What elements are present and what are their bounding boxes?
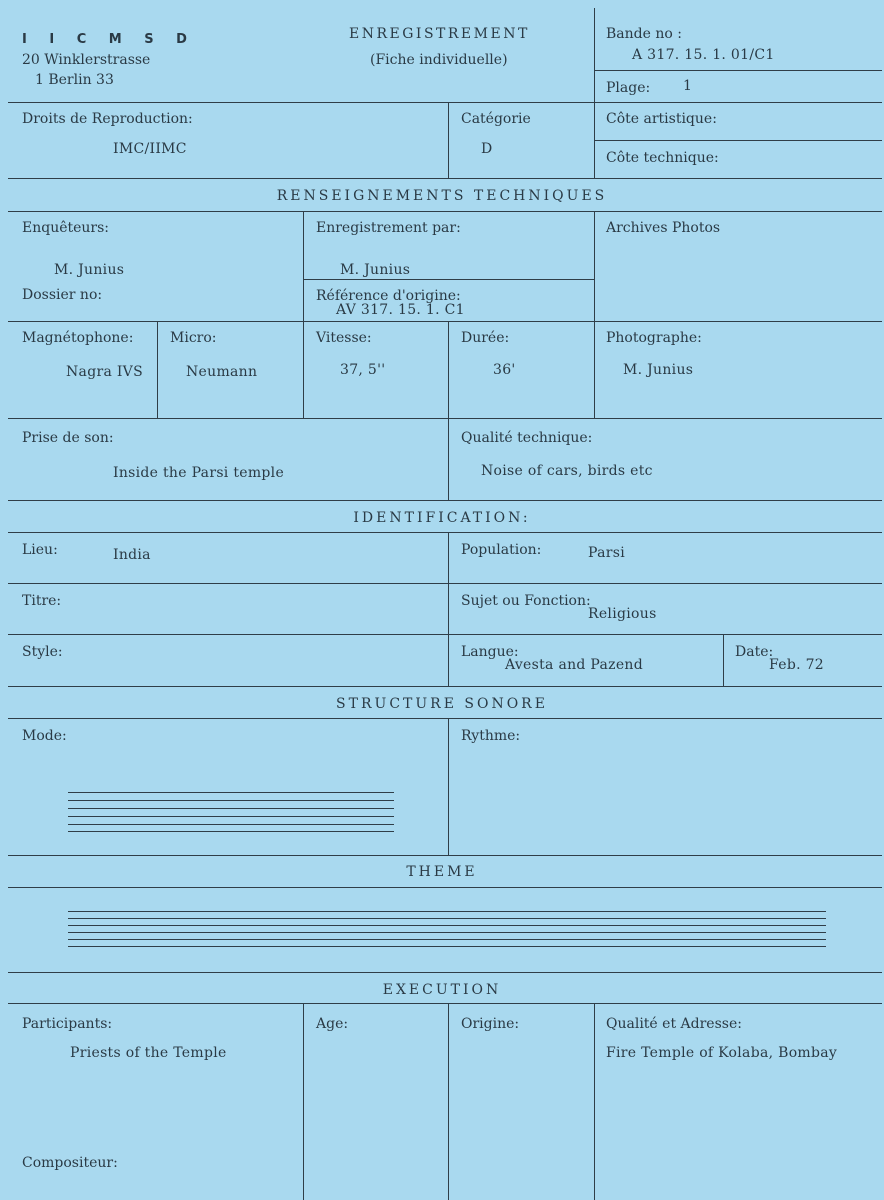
- form-subtitle: (Fiche individuelle): [370, 52, 508, 68]
- rule-ident-title-bottom: [8, 532, 882, 533]
- bande-value: A 317. 15. 1. 01/C1: [632, 47, 775, 63]
- org-logo: I I C M S D: [22, 32, 196, 47]
- vrule-ident-middle: [448, 532, 449, 686]
- reference-value: AV 317. 15. 1. C1: [336, 302, 465, 318]
- rule-reference-top: [303, 279, 594, 280]
- duree-value: 36': [493, 362, 516, 378]
- vrule-rythme-left: [448, 718, 449, 855]
- origine-label: Origine:: [461, 1016, 520, 1032]
- rule-lieu-bottom: [8, 583, 882, 584]
- micro-label: Micro:: [170, 330, 217, 346]
- address-line1: 20 Winklerstrasse: [22, 52, 151, 68]
- droits-value: IMC/IIMC: [113, 141, 187, 157]
- vitesse-label: Vitesse:: [316, 330, 372, 346]
- rule-tech-title-bottom: [8, 211, 882, 212]
- photographe-value: M. Junius: [623, 362, 694, 378]
- rythme-label: Rythme:: [461, 728, 521, 744]
- qualite-technique-label: Qualité technique:: [461, 430, 593, 446]
- lieu-label: Lieu:: [22, 542, 58, 558]
- archives-photos-label: Archives Photos: [606, 220, 721, 236]
- rule-style-bottom: [8, 686, 882, 687]
- reference-label: Référence d'origine:: [316, 288, 461, 304]
- theme-section-title: THEME: [406, 864, 478, 880]
- mode-label: Mode:: [22, 728, 67, 744]
- vrule-micro-left: [157, 321, 158, 418]
- vrule-date-left: [723, 634, 724, 686]
- vrule-tech-col2: [303, 211, 304, 418]
- duree-label: Durée:: [461, 330, 510, 346]
- address-line2: 1 Berlin 33: [35, 72, 114, 88]
- enqueteurs-label: Enquêteurs:: [22, 220, 110, 236]
- dossier-label: Dossier no:: [22, 287, 103, 303]
- rule-rights-bottom: [8, 178, 882, 179]
- rule-structure-bottom: [8, 855, 882, 856]
- date-label: Date:: [735, 644, 774, 660]
- langue-value: Avesta and Pazend: [505, 657, 643, 673]
- categorie-value: D: [481, 141, 493, 157]
- rule-titre-bottom: [8, 634, 882, 635]
- plage-value: 1: [683, 78, 693, 94]
- vrule-tech-col4: [594, 211, 595, 418]
- participants-value: Priests of the Temple: [70, 1045, 227, 1061]
- participants-label: Participants:: [22, 1016, 113, 1032]
- rule-theme-title-bottom: [8, 887, 882, 888]
- style-label: Style:: [22, 644, 63, 660]
- qualite-technique-value: Noise of cars, birds etc: [481, 463, 653, 479]
- vrule-header-right: [594, 8, 595, 178]
- qualite-adresse-label: Qualité et Adresse:: [606, 1016, 742, 1032]
- vrule-qualite-adresse-left: [594, 1003, 595, 1200]
- rule-tech-row2-bottom: [8, 418, 882, 419]
- sujet-fonction-value: Religious: [588, 606, 657, 622]
- form-title: ENREGISTREMENT: [349, 26, 530, 42]
- vrule-duree-left: [448, 321, 449, 418]
- rule-header-bottom: [8, 102, 882, 103]
- prise-de-son-value: Inside the Parsi temple: [113, 465, 285, 481]
- population-label: Population:: [461, 542, 542, 558]
- enqueteurs-value: M. Junius: [54, 262, 125, 278]
- langue-label: Langue:: [461, 644, 519, 660]
- rule-structure-title-bottom: [8, 718, 882, 719]
- lieu-value: India: [113, 547, 151, 563]
- magnetophone-label: Magnétophone:: [22, 330, 134, 346]
- vrule-qualite-left: [448, 418, 449, 500]
- age-label: Age:: [316, 1016, 349, 1032]
- vitesse-value: 37, 5'': [340, 362, 386, 378]
- vrule-origine-left: [448, 1003, 449, 1200]
- plage-label: Plage:: [606, 80, 651, 96]
- cote-technique-label: Côte technique:: [606, 150, 719, 166]
- rule-exec-title-bottom: [8, 1003, 882, 1004]
- tech-section-title: RENSEIGNEMENTS TECHNIQUES: [276, 188, 608, 204]
- rule-tech-row1-bottom: [8, 321, 882, 322]
- identification-section-title: IDENTIFICATION:: [353, 510, 531, 526]
- rule-plage-top: [594, 70, 882, 71]
- qualite-adresse-value: Fire Temple of Kolaba, Bombay: [606, 1045, 838, 1061]
- enregistrement-par-label: Enregistrement par:: [316, 220, 461, 236]
- rule-prise-bottom: [8, 500, 882, 501]
- rule-cote-technique-top: [594, 140, 882, 141]
- vrule-categorie-left: [448, 102, 449, 178]
- categorie-label: Catégorie: [461, 111, 531, 127]
- photographe-label: Photographe:: [606, 330, 702, 346]
- cote-artistique-label: Côte artistique:: [606, 111, 717, 127]
- structure-section-title: STRUCTURE SONORE: [336, 696, 548, 712]
- magnetophone-value: Nagra IVS: [66, 364, 143, 380]
- population-value: Parsi: [588, 545, 625, 561]
- enregistrement-par-value: M. Junius: [340, 262, 411, 278]
- sujet-fonction-label: Sujet ou Fonction:: [461, 593, 591, 609]
- rule-theme-bottom: [8, 972, 882, 973]
- execution-section-title: EXECUTION: [382, 982, 502, 998]
- vrule-age-left: [303, 1003, 304, 1200]
- bande-label: Bande no :: [606, 26, 682, 42]
- date-value: Feb. 72: [769, 657, 825, 673]
- micro-value: Neumann: [186, 364, 258, 380]
- compositeur-label: Compositeur:: [22, 1155, 118, 1171]
- droits-label: Droits de Reproduction:: [22, 111, 193, 127]
- titre-label: Titre:: [22, 593, 62, 609]
- prise-de-son-label: Prise de son:: [22, 430, 114, 446]
